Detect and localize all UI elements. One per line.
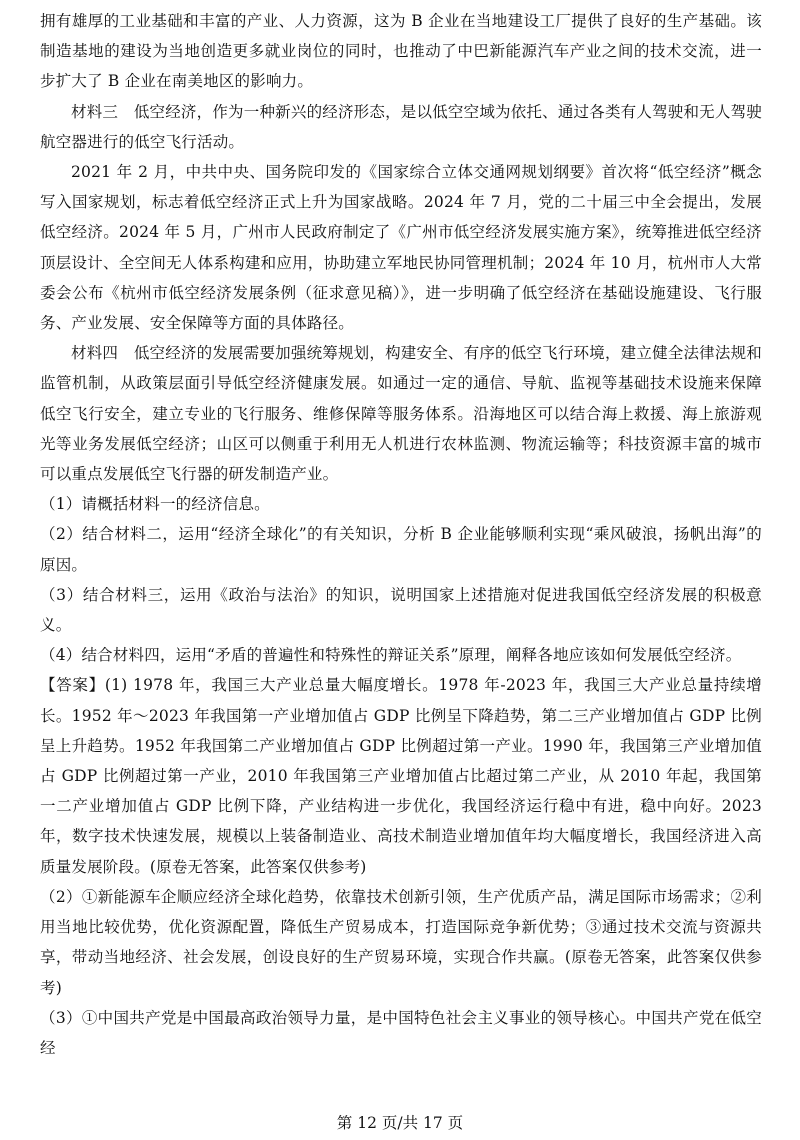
question-1: （1）请概括材料一的经济信息。 [40, 495, 270, 514]
question-2: （2）结合材料二，运用“经济全球化”的有关知识，分析 B 企业能够顺利实现“乘风破浪，扬帆出海”的原因。 [40, 525, 762, 574]
answer-2: （2）①新能源车企顺应经济全球化趋势，依靠技术创新引领，生产优质产品，满足国际市场需求；②利用当地比较优势，优化资源配置，降低生产贸易成本，打造国际竞争新优势；③通过技术交流与资源共享，带动当地经济、社会发展，创设良好的生产贸易环境，实现合作共赢。(原卷无答案，此答案仅供参考) [40, 887, 762, 997]
answer-3-start: （3）①中国共产党是中国最高政治领导力量，是中国特色社会主义事业的领导核心。中国共产党在低空经 [40, 1008, 762, 1057]
paragraph-material-4: 材料四 低空经济的发展需要加强统筹规划，构建安全、有序的低空飞行环境，建立健全法律法规和监管机制，从政策层面引导低空经济健康发展。如通过一定的通信、导航、监视等基础技术设施来保障低空飞行安全，建立专业的飞行服务、维修保障等服务体系。沿海地区可以结合海上救援、海上旅游观光等业务发展低空经济；山区可以侧重于利用无人机进行农林监测、物流运输等；科技资源丰富的城市可以重点发展低空飞行器的研发制造产业。 [40, 344, 762, 484]
paragraph-policy-timeline: 2021 年 2 月，中共中央、国务院印发的《国家综合立体交通网规划纲要》首次将“低空经济”概念写入国家规划，标志着低空经济正式上升为国家战略。2024 年 7 月，党的二十届三中全会提出，发展低空经济。2024 年 5 月，广州市人民政府制定了《广州市低空经济发展实施方案》，统筹推进低空经济顶层设计、全空间无人体系构建和应用，协助建立军地民协同管理机制；2024 年 10 月，杭州市人大常委会公布《杭州市低空经济发展条例（征求意见稿）》，进一步明确了低空经济在基础设施建设、飞行服务、产业发展、安全保障等方面的具体路径。 [40, 163, 762, 333]
paragraph-b-company-continued: 拥有雄厚的工业基础和丰富的产业、人力资源，这为 B 企业在当地建设工厂提供了良好的生产基础。该制造基地的建设为当地创造更多就业岗位的同时，也推动了中巴新能源汽车产业之间的技术交流，进一步扩大了 B 企业在南美地区的影响力。 [40, 12, 762, 91]
question-4: （4）结合材料四，运用“矛盾的普遍性和特殊性的辩证关系”原理，阐释各地应该如何发展低空经济。 [40, 646, 742, 665]
page-number-footer: 第 12 页/共 17 页 [336, 1114, 464, 1132]
page-content [40, 6, 762, 1063]
answer-1-text: (1) 1978 年，我国三大产业总量大幅度增长。1978 年-2023 年，我国三大产业总量持续增长。1952 年～2023 年我国第一产业增加值占 GDP 比例呈下降趋势，第二三产业增加值占 GDP 比例呈上升趋势。1952 年我国第二产业增加值占 GDP 比例超过第一产业。1990 年，我国第三产业增加值占 GDP 比例超过第一产业，2010 年我国第三产业增加值占比超过第二产业，从 2010 年起，我国第一二产业增加值占 GDP 比例下降，产业结构进一步优化，我国经济运行稳中有进，稳中向好。2023 年，数字技术快速发展，规模以上装备制造业、高技术制造业增加值年均大幅度增长，我国经济进入高质量发展阶段。(原卷无答案，此答案仅供参考) [40, 676, 762, 876]
answer-1 [40, 670, 762, 881]
paragraph-material-3: 材料三 低空经济，作为一种新兴的经济形态，是以低空空域为依托、通过各类有人驾驶和无人驾驶航空器进行的低空飞行活动。 [40, 102, 762, 151]
answer-label: 【答案】 [40, 676, 105, 695]
question-3: （3）结合材料三，运用《政治与法治》的知识，说明国家上述措施对促进我国低空经济发展的积极意义。 [40, 585, 762, 635]
